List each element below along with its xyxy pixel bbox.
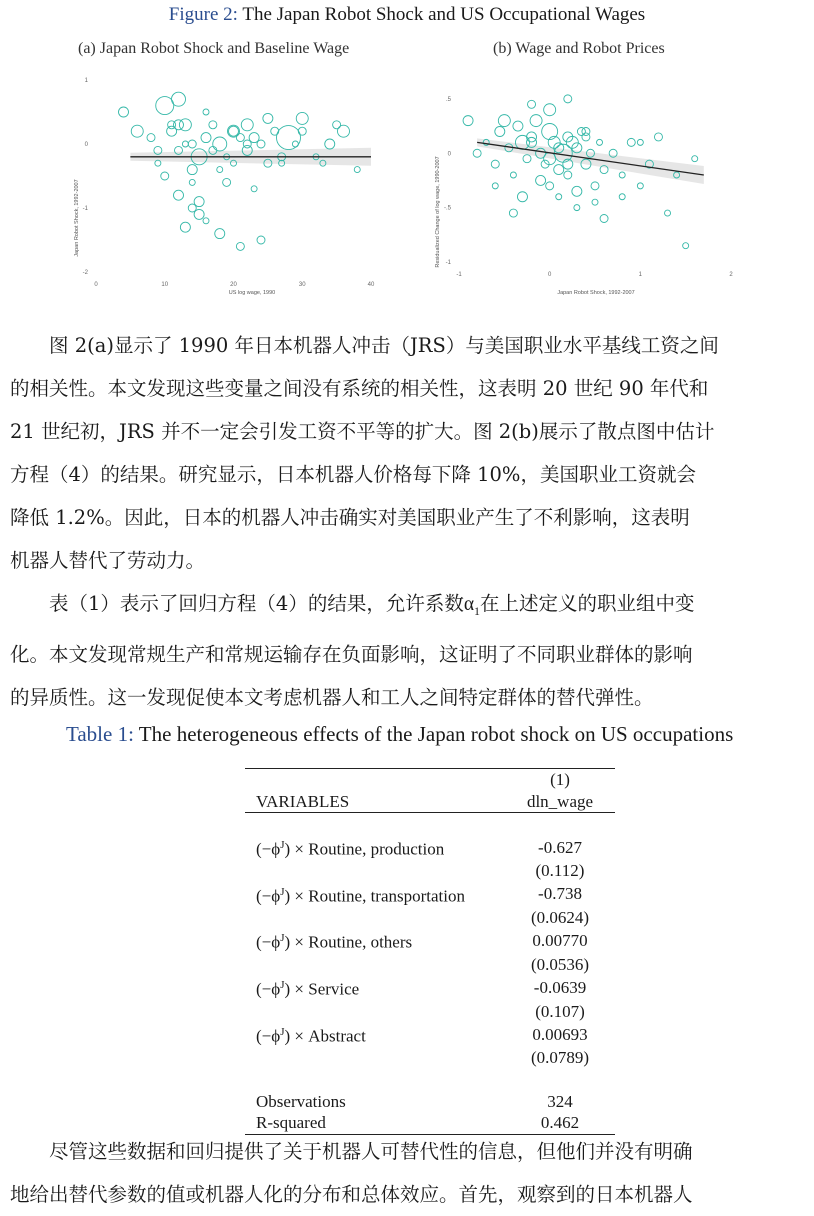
data-point xyxy=(156,97,174,115)
table-header-row xyxy=(245,791,615,813)
data-point xyxy=(692,156,698,162)
text-line: 降低 1.2%。因此，日本的机器人冲击确实对美国职业产生了不利影响，这表明 xyxy=(10,506,690,529)
data-point xyxy=(654,133,662,141)
prefix: (−ϕ xyxy=(256,1026,281,1046)
text-line: 地给出替代参数的值或机器人化的分布和总体效应。首先，观察到的日本机器人 xyxy=(10,1183,693,1206)
r2-label: R-squared xyxy=(256,1113,326,1133)
data-point xyxy=(528,100,536,108)
text-line: 图 2(a)显示了 1990 年日本机器人冲击（JRS）与美国职业水平基线工资之间 xyxy=(49,334,719,357)
table-row xyxy=(245,907,615,929)
figure-title-text: The Japan Robot Shock and US Occupational Wages xyxy=(242,4,646,25)
data-point xyxy=(201,133,211,143)
table-header-row xyxy=(245,769,615,791)
data-point xyxy=(271,127,279,135)
data-point xyxy=(251,186,257,192)
data-point xyxy=(325,139,335,149)
data-point xyxy=(517,192,527,202)
prefix-sup: J xyxy=(280,1026,285,1039)
table-row xyxy=(245,1001,615,1023)
row-name: Routine, transportation xyxy=(308,886,465,906)
data-point xyxy=(174,190,184,200)
table-body xyxy=(245,835,615,1069)
y-tick-label: -1 xyxy=(82,206,88,212)
text-span: 表（1）表示了回归方程（4）的结果，允许系数 xyxy=(49,592,464,615)
prefix: (−ϕ xyxy=(256,839,281,859)
table-label: Table 1: xyxy=(66,722,134,746)
text-line: 方程（4）的结果。研究显示，日本机器人价格每下降 10%，美国职业工资就会 xyxy=(10,463,696,486)
data-point xyxy=(298,127,306,135)
data-point xyxy=(536,175,546,185)
data-point xyxy=(523,155,531,163)
data-point xyxy=(257,236,265,244)
data-point xyxy=(473,149,481,157)
table-row xyxy=(245,975,615,1000)
row-label xyxy=(245,835,505,860)
text-line: 尽管这些数据和回归提供了关于机器人可替代性的信息，但他们并没有明确 xyxy=(49,1140,693,1163)
data-point xyxy=(203,109,209,115)
alpha-subscript: 1 xyxy=(474,603,481,618)
data-point xyxy=(637,139,643,145)
se-value: (0.0536) xyxy=(530,954,590,974)
row-name: Routine, others xyxy=(308,933,413,953)
data-point xyxy=(236,242,244,250)
y-tick-label: 0 xyxy=(84,142,88,148)
data-point xyxy=(228,125,240,137)
prefix-sup: J xyxy=(280,885,285,898)
x-tick-label: 40 xyxy=(367,282,375,288)
prefix-close: ) × xyxy=(284,839,304,859)
data-point xyxy=(296,112,308,124)
x-axis-label: Japan Robot Shock, 1992-2007 xyxy=(557,290,635,296)
y-axis-label: Residualized Change of log wage, 1990-2007 xyxy=(435,156,441,268)
x-axis-label: US log wage, 1990 xyxy=(228,290,276,296)
se-value: (0.107) xyxy=(535,1001,585,1021)
data-point xyxy=(213,137,227,151)
data-point xyxy=(600,215,608,223)
y-tick-label: 0 xyxy=(447,151,451,158)
var-header: VARIABLES xyxy=(256,791,350,811)
y-tick-label: -2 xyxy=(82,270,88,276)
data-point xyxy=(591,182,599,190)
table-row xyxy=(245,1091,615,1113)
x-tick-label: 20 xyxy=(230,282,237,288)
se-value: (0.0789) xyxy=(530,1048,590,1068)
data-point xyxy=(564,95,572,103)
data-point xyxy=(187,165,197,175)
data-point xyxy=(577,128,585,136)
se-value: (0.0624) xyxy=(530,907,590,927)
coef-value: 0.00770 xyxy=(532,931,588,951)
coef-value: -0.738 xyxy=(538,884,582,904)
scatter-plot-b xyxy=(425,68,755,300)
paragraph-3 xyxy=(10,1130,800,1216)
data-point xyxy=(209,121,217,129)
table-row xyxy=(245,860,615,882)
table-row xyxy=(245,882,615,907)
data-point xyxy=(182,141,188,147)
data-point xyxy=(530,115,542,127)
data-point xyxy=(491,160,499,168)
data-point xyxy=(217,167,223,173)
data-point xyxy=(338,125,350,137)
obs-value: 324 xyxy=(547,1091,573,1111)
x-tick-label: 1 xyxy=(638,272,643,278)
data-point xyxy=(180,222,190,232)
data-point xyxy=(189,179,195,185)
data-point xyxy=(194,209,204,219)
x-tick-label: 0 xyxy=(94,282,98,288)
y-tick-label: 1 xyxy=(84,78,88,84)
data-point xyxy=(188,140,196,148)
prefix-close: ) × xyxy=(284,933,304,953)
text-line: 的异质性。这一发现促使本文考虑机器人和工人之间特定群体的替代弹性。 xyxy=(10,685,654,709)
table-row xyxy=(245,835,615,860)
table-row xyxy=(245,1022,615,1047)
col-number: (1) xyxy=(550,770,570,789)
row-label xyxy=(245,975,505,1000)
prefix-close: ) × xyxy=(284,979,304,999)
data-point xyxy=(249,133,259,143)
data-point xyxy=(544,104,556,116)
text-line xyxy=(10,582,800,633)
data-point xyxy=(215,229,225,239)
row-label xyxy=(245,1022,505,1047)
data-point xyxy=(597,139,603,145)
data-point xyxy=(509,209,517,217)
data-point xyxy=(513,121,523,131)
table-row xyxy=(245,928,615,953)
data-point xyxy=(665,210,671,216)
prefix-sup: J xyxy=(280,838,285,851)
data-point xyxy=(203,218,209,224)
data-point xyxy=(574,205,580,211)
data-point xyxy=(498,115,510,127)
data-point xyxy=(161,172,169,180)
data-point xyxy=(510,172,516,178)
y-tick-label: -.5 xyxy=(443,205,451,212)
y-tick-label: -1 xyxy=(445,260,451,266)
data-point xyxy=(147,134,155,142)
alpha-char: α xyxy=(463,594,475,615)
data-point xyxy=(564,171,572,179)
col-header: dln_wage xyxy=(526,791,594,811)
data-point xyxy=(463,116,473,126)
fit-line xyxy=(477,142,704,175)
figure-title xyxy=(0,4,814,26)
data-point xyxy=(619,194,625,200)
paragraph-2 xyxy=(10,582,800,719)
scatter-plot-a xyxy=(66,68,386,300)
table-title-text: The heterogeneous effects of the Japan robot shock on US occupations xyxy=(138,722,734,746)
data-point xyxy=(619,172,625,178)
x-tick-label: 0 xyxy=(547,272,552,278)
data-point xyxy=(563,132,573,142)
row-name: Service xyxy=(308,979,360,999)
data-point xyxy=(172,92,186,106)
panel-b-title: (b) Wage and Robot Prices xyxy=(493,40,665,57)
paragraph-1 xyxy=(10,324,800,582)
prefix-sup: J xyxy=(280,932,285,945)
data-point xyxy=(119,107,129,117)
r2-value: 0.462 xyxy=(540,1113,580,1133)
data-point xyxy=(174,120,184,130)
prefix: (−ϕ xyxy=(256,933,281,953)
row-name: Routine, production xyxy=(308,839,445,859)
data-point xyxy=(223,178,231,186)
regression-table xyxy=(245,768,615,1135)
row-label xyxy=(245,928,505,953)
y-tick-label: .5 xyxy=(445,96,451,103)
spacer-row xyxy=(245,813,615,835)
panel-a-title: (a) Japan Robot Shock and Baseline Wage xyxy=(78,40,350,57)
prefix-sup: J xyxy=(280,979,285,992)
coef-value: -0.0639 xyxy=(533,978,587,998)
data-point xyxy=(592,199,598,205)
data-point xyxy=(354,167,360,173)
prefix-close: ) × xyxy=(284,886,304,906)
row-name: Abstract xyxy=(308,1026,366,1046)
alpha-symbol xyxy=(463,594,481,618)
data-point xyxy=(627,138,635,146)
spacer-row xyxy=(245,1069,615,1091)
data-point xyxy=(292,141,298,147)
se-value: (0.112) xyxy=(535,861,585,881)
y-axis-label: Japan Robot Shock, 1992-2007 xyxy=(74,179,80,257)
data-point xyxy=(167,126,177,136)
data-point xyxy=(333,121,341,129)
data-point xyxy=(263,113,273,123)
data-point xyxy=(683,243,689,249)
data-point xyxy=(492,183,498,189)
data-point xyxy=(277,126,301,150)
row-label xyxy=(245,882,505,907)
data-point xyxy=(556,194,562,200)
prefix-close: ) × xyxy=(284,1026,304,1046)
x-tick-label: -1 xyxy=(456,272,462,278)
data-point xyxy=(546,182,554,190)
text-line: 的相关性。本文发现这些变量之间没有系统的相关性，这表明 20 世纪 90 年代和 xyxy=(10,377,709,400)
data-point xyxy=(495,127,505,137)
data-point xyxy=(637,183,643,189)
prefix: (−ϕ xyxy=(256,979,281,999)
data-point xyxy=(582,133,590,141)
data-point xyxy=(554,165,564,175)
text-line: 机器人替代了劳动力。 xyxy=(10,549,206,572)
coef-value: 0.00693 xyxy=(532,1024,588,1044)
data-point xyxy=(241,119,253,131)
text-span: 在上述定义的职业组中变 xyxy=(480,592,695,615)
coef-value: -0.627 xyxy=(538,837,582,857)
table-row xyxy=(245,1047,615,1069)
x-tick-label: 10 xyxy=(161,282,169,288)
table-title xyxy=(66,722,733,747)
x-tick-label: 2 xyxy=(729,272,733,278)
text-line: 21 世纪初，JRS 并不一定会引发工资不平等的扩大。图 2(b)展示了散点图中估计 xyxy=(10,420,715,443)
text-line: 化。本文发现常规生产和常规运输存在负面影响，这证明了不同职业群体的影响 xyxy=(10,642,693,666)
data-point xyxy=(131,125,143,137)
data-point xyxy=(236,134,244,142)
table-row xyxy=(245,954,615,976)
figure-label: Figure 2: xyxy=(168,4,238,25)
data-point xyxy=(542,124,558,140)
obs-label: Observations xyxy=(256,1091,346,1111)
data-point xyxy=(572,186,582,196)
x-tick-label: 30 xyxy=(298,282,306,288)
prefix: (−ϕ xyxy=(256,886,281,906)
